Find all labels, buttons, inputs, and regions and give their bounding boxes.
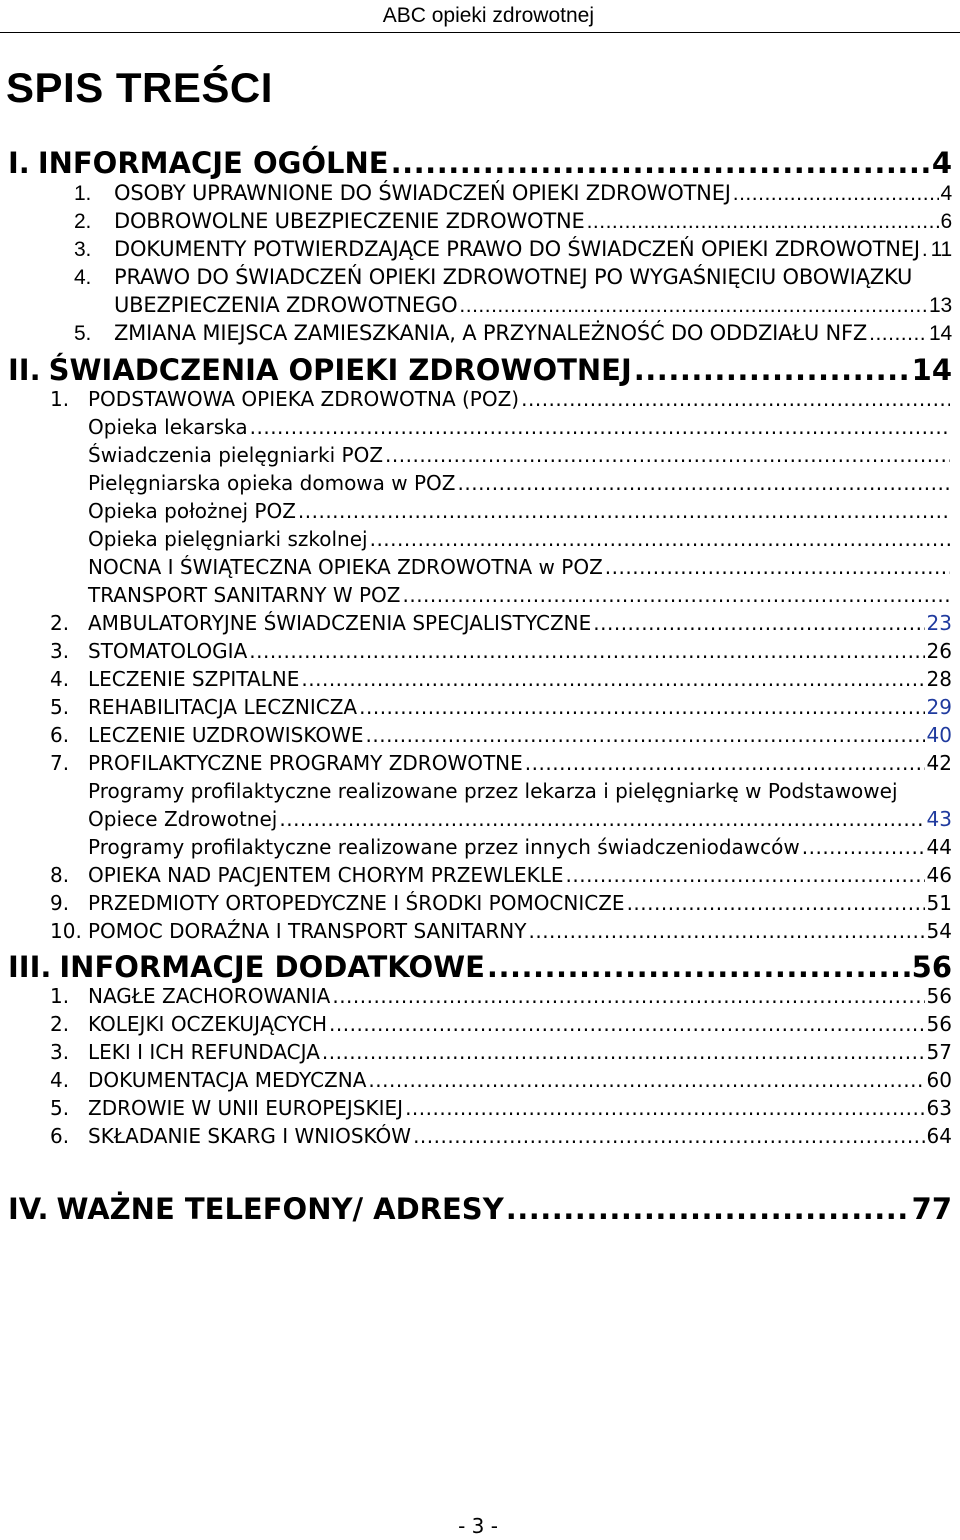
toc-entry[interactable]	[50, 639, 952, 665]
dot-leader	[385, 443, 950, 467]
toc-entry-page: 56	[911, 950, 952, 984]
toc-entry-title: Pielęgniarska opieka domowa w POZ	[88, 471, 456, 495]
toc-entry-page: 64	[926, 1124, 952, 1148]
dot-leader	[459, 294, 927, 318]
toc-entry-number: 4.	[74, 266, 92, 289]
dot-leader	[413, 1124, 924, 1148]
toc-heading: SPIS TREŚCI	[6, 64, 273, 111]
toc-entry[interactable]	[8, 353, 952, 385]
toc-entry-title: KOLEJKI OCZEKUJĄCYCH	[88, 1012, 328, 1036]
dot-leader	[566, 863, 925, 887]
toc-entry[interactable]	[74, 181, 952, 207]
toc-entry-title: LECZENIE UZDROWISKOWE	[88, 723, 364, 747]
toc-entry[interactable]	[50, 1068, 952, 1094]
toc-entry[interactable]	[50, 863, 952, 889]
toc-entry-title: ZMIANA MIEJSCA ZAMIESZKANIA, A PRZYNALEŻNOŚĆ DO ODDZIAŁU NFZ	[114, 321, 868, 345]
toc-entry-page: 26	[926, 639, 952, 663]
dot-leader	[733, 182, 939, 206]
toc-entry-title: DOKUMENTY POTWIERDZAJĄCE PRAWO DO ŚWIADCZEŃ OPIEKI ZDROWOTNEJ	[114, 237, 920, 261]
toc-entry-number: 1.	[74, 182, 92, 205]
toc-entry-page: 77	[911, 1192, 952, 1226]
toc-entry[interactable]	[50, 611, 952, 637]
toc-entry[interactable]	[88, 471, 952, 497]
dot-leader	[521, 387, 950, 411]
dot-leader	[370, 527, 950, 551]
dot-leader	[322, 1040, 925, 1064]
toc-entry-title: NOCNA I ŚWIĄTECZNA OPIEKA ZDROWOTNA w POZ	[88, 555, 603, 579]
dot-leader	[587, 210, 939, 234]
dot-leader	[593, 611, 924, 635]
dot-leader	[329, 1012, 925, 1036]
toc-entry-page: 14	[929, 322, 952, 345]
toc-entry[interactable]	[50, 1012, 952, 1038]
toc-entry-number: 5.	[50, 695, 70, 719]
toc-entry-title: POMOC DORAŹNA I TRANSPORT SANITARNY	[88, 919, 527, 943]
toc-entry-title: DOBROWOLNE UBEZPIECZENIE ZDROWOTNE	[114, 209, 585, 233]
page-footer	[0, 1514, 960, 1538]
toc-entry[interactable]	[74, 321, 952, 347]
toc-entry-page: 57	[926, 1040, 952, 1064]
toc-entry-page: 46	[926, 863, 952, 887]
toc-entry[interactable]	[50, 919, 952, 945]
toc-entry-title: OSOBY UPRAWNIONE DO ŚWIADCZEŃ OPIEKI ZDROWOTNEJ	[114, 181, 731, 205]
toc-entry[interactable]	[88, 527, 952, 553]
toc-entry-title: STOMATOLOGIA	[88, 639, 248, 663]
toc-entry[interactable]	[8, 146, 952, 178]
toc-entry-page: 56	[926, 984, 952, 1008]
toc-entry-title: ŚWIADCZENIA OPIEKI ZDROWOTNEJ	[48, 353, 632, 387]
dot-leader	[298, 499, 950, 523]
toc-entry-number: 9.	[50, 891, 70, 915]
toc-entry-number: 3.	[74, 238, 92, 261]
toc-entry-number: 6.	[50, 723, 70, 747]
dot-leader	[802, 835, 925, 859]
toc-entry-page: 43	[926, 807, 952, 831]
dot-leader	[402, 583, 950, 607]
dot-leader	[458, 471, 951, 495]
toc-entry-title: PROFILAKTYCZNE PROGRAMY ZDROWOTNE	[88, 751, 523, 775]
toc-entry-title: Świadczenia pielęgniarki POZ	[88, 443, 384, 467]
toc-entry-number: 1.	[50, 387, 70, 411]
dot-leader	[359, 695, 924, 719]
toc-entry-title: ZDROWIE W UNII EUROPEJSKIEJ	[88, 1096, 404, 1120]
toc-entry[interactable]	[74, 237, 952, 263]
toc-entry[interactable]	[88, 583, 952, 609]
toc-entry-title: TRANSPORT SANITARNY W POZ	[88, 583, 401, 607]
toc-entry-title: PODSTAWOWA OPIEKA ZDROWOTNA (POZ)	[88, 387, 520, 411]
header-rule	[0, 32, 960, 33]
toc-entry-number: 3.	[50, 639, 70, 663]
toc-entry-title: Opieka położnej POZ	[88, 499, 296, 523]
dot-leader	[391, 146, 930, 180]
toc-entry[interactable]	[50, 1096, 952, 1122]
toc-entry-title: AMBULATORYJNE ŚWIADCZENIA SPECJALISTYCZNE	[88, 611, 592, 635]
running-header: ABC opieki zdrowotnej	[382, 4, 594, 27]
toc-entry-page: 40	[926, 723, 952, 747]
toc-entry[interactable]	[50, 695, 952, 721]
toc-entry-title: LECZENIE SZPITALNE	[88, 667, 300, 691]
dot-leader	[301, 667, 924, 691]
toc-entry-number: IV.	[8, 1192, 49, 1226]
toc-entry-title: WAŻNE TELEFONY/ ADRESY	[56, 1192, 504, 1226]
toc-entry-number: 6.	[50, 1124, 70, 1148]
toc-entry-page: 14	[911, 353, 952, 387]
toc-entry-title: Opieka pielęgniarki szkolnej	[88, 527, 368, 551]
toc-entry[interactable]	[88, 443, 952, 469]
toc-entry-page: 56	[926, 1012, 952, 1036]
toc-entry-title: NAGŁE ZACHOROWANIA	[88, 984, 331, 1008]
toc-entry-number: 10.	[50, 919, 82, 943]
dot-leader	[605, 555, 950, 579]
toc-entry-page: 29	[926, 695, 952, 719]
toc-entry-page: 44	[926, 835, 952, 859]
toc-entry-page: 11	[930, 238, 952, 261]
toc-entry-number: 2.	[50, 1012, 70, 1036]
toc-entry[interactable]	[88, 415, 952, 441]
toc-entry-number: 8.	[50, 863, 70, 887]
dot-leader	[250, 415, 950, 439]
toc-entry-number: 5.	[50, 1096, 70, 1120]
toc-entry[interactable]	[88, 555, 952, 581]
toc-entry-page: 13	[929, 294, 952, 317]
toc-entry[interactable]	[50, 387, 952, 413]
toc-entry-title: INFORMACJE OGÓLNE	[37, 146, 389, 180]
toc-entry-page: 23	[926, 611, 952, 635]
toc-entry-number: III.	[8, 950, 52, 984]
toc-entry-title: Programy profilaktyczne realizowane przez innych świadczeniodawców	[88, 835, 800, 859]
dot-leader	[627, 891, 925, 915]
toc-entry[interactable]	[50, 891, 952, 917]
toc-entry[interactable]	[50, 723, 952, 749]
toc-entry-page: 42	[926, 751, 952, 775]
toc-entry-page: 54	[926, 919, 952, 943]
toc-entry-title-continued: UBEZPIECZENIA ZDROWOTNEGO	[114, 293, 458, 317]
toc-entry-number: 2.	[74, 210, 92, 233]
dot-leader	[506, 1192, 910, 1226]
toc-entry[interactable]	[50, 1124, 952, 1150]
toc-entry-number: 4.	[50, 1068, 70, 1092]
toc-entry-title: INFORMACJE DODATKOWE	[59, 950, 485, 984]
toc-entry-number: II.	[8, 353, 41, 387]
dot-leader	[869, 322, 927, 346]
toc-entry-page: 63	[926, 1096, 952, 1120]
toc-entry-title: PRAWO DO ŚWIADCZEŃ OPIEKI ZDROWOTNEJ PO WYGAŚNIĘCIU OBOWIĄZKU	[114, 265, 913, 289]
dot-leader	[525, 751, 925, 775]
toc-entry-title: OPIEKA NAD PACJENTEM CHORYM PRZEWLEKLE	[88, 863, 564, 887]
page-number: - 3 -	[458, 1514, 498, 1538]
toc-entry-number: 5.	[74, 322, 92, 345]
toc-entry-title: DOKUMENTACJA MEDYCZNA	[88, 1068, 367, 1092]
toc-entry-page: 4	[931, 146, 952, 180]
toc-entry-number: 1.	[50, 984, 70, 1008]
toc-entry-title: Opieka lekarska	[88, 415, 248, 439]
toc-entry-title: REHABILITACJA LECZNICZA	[88, 695, 358, 719]
toc-entry[interactable]	[88, 779, 898, 805]
toc-entry[interactable]	[8, 1192, 952, 1224]
dot-leader	[332, 984, 924, 1008]
toc-entry[interactable]	[8, 950, 952, 982]
dot-leader	[279, 807, 924, 831]
toc-entry-continuation	[114, 293, 952, 319]
toc-entry[interactable]	[74, 209, 952, 235]
toc-entry-number: 3.	[50, 1040, 70, 1064]
toc-entry-number: I.	[8, 146, 30, 180]
toc-entry-title: PRZEDMIOTY ORTOPEDYCZNE I ŚRODKI POMOCNICZE	[88, 891, 625, 915]
dot-leader	[634, 353, 910, 387]
toc-entry-title-continued: Opiece Zdrowotnej	[88, 807, 278, 831]
toc-entry-title: LEKI I ICH REFUNDACJA	[88, 1040, 320, 1064]
dot-leader	[249, 639, 924, 663]
toc-entry-continuation	[88, 807, 952, 833]
toc-entry-page: 60	[926, 1068, 952, 1092]
dot-leader	[528, 919, 924, 943]
dot-leader	[366, 723, 925, 747]
toc-entry[interactable]	[74, 265, 912, 291]
dot-leader	[487, 950, 910, 984]
toc-entry-number: 2.	[50, 611, 70, 635]
toc-entry-page: 4	[940, 182, 952, 205]
dot-leader	[368, 1068, 924, 1092]
dot-leader	[405, 1096, 924, 1120]
toc-entry[interactable]	[50, 667, 952, 693]
toc-entry[interactable]	[50, 1040, 952, 1066]
toc-entry-number: 4.	[50, 667, 70, 691]
dot-leader	[922, 238, 929, 262]
toc-entry-page: 6	[940, 210, 952, 233]
toc-entry-page: 28	[926, 667, 952, 691]
toc-entry-number: 7.	[50, 751, 70, 775]
toc-entry-title: Programy profilaktyczne realizowane przez lekarza i pielęgniarkę w Podstawowej	[88, 779, 898, 803]
toc-entry[interactable]	[88, 835, 952, 861]
toc-entry-title: SKŁADANIE SKARG I WNIOSKÓW	[88, 1124, 412, 1148]
toc-entry[interactable]	[50, 751, 952, 777]
toc-entry-page: 51	[926, 891, 952, 915]
toc-entry[interactable]	[50, 984, 952, 1010]
toc-entry[interactable]	[88, 499, 952, 525]
